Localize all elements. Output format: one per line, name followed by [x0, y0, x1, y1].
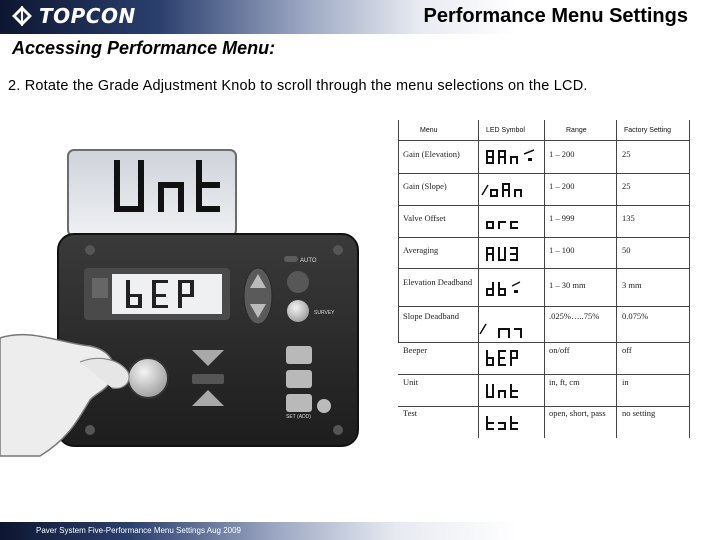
led-symbol-gan-slope: [480, 181, 540, 199]
logo-text: TOPCON: [39, 4, 136, 28]
auto-label: AUTO: [300, 258, 317, 264]
table-row: [398, 237, 690, 268]
row-range: on/off: [549, 345, 570, 355]
row-menu: Test: [403, 408, 418, 418]
center-bar-button[interactable]: [192, 374, 224, 384]
row-factory: in: [622, 377, 629, 387]
table-row: [398, 406, 690, 438]
row-factory: 3 mm: [622, 280, 642, 290]
row-menu: Averaging: [403, 245, 439, 255]
middle-button[interactable]: [286, 370, 312, 388]
row-factory: 25: [622, 181, 631, 191]
led-symbol-db-elevation: [484, 280, 538, 298]
control-box-photo: [0, 138, 364, 458]
table-row: [398, 205, 690, 237]
row-range: 1 – 200: [549, 181, 575, 191]
row-menu: Elevation Deadband: [403, 277, 473, 287]
row-range: in, ft, cm: [549, 377, 580, 387]
row-range: open, short, pass: [549, 408, 606, 418]
led-symbol-tst: [484, 414, 538, 432]
page-title: Performance Menu Settings: [423, 5, 688, 27]
section-subtitle: Accessing Performance Menu:: [12, 38, 276, 58]
step-instruction: 2. Rotate the Grade Adjustment Knob to scroll through the menu selections on the LCD.: [8, 78, 588, 94]
table-header-menu: Menu: [420, 127, 438, 134]
led-symbol-orc: [484, 213, 538, 231]
led-symbol-gan-elevation: [484, 148, 538, 166]
set-label: SET (ADD): [286, 414, 311, 420]
row-factory: 50: [622, 245, 631, 255]
table-header-range: Range: [566, 127, 587, 134]
row-factory: 25: [622, 149, 631, 159]
row-factory: no setting: [622, 408, 656, 418]
table-row: [398, 374, 690, 406]
row-factory: 135: [622, 213, 635, 223]
topcon-logo: [10, 4, 136, 28]
row-menu: Slope Deadband: [403, 311, 459, 321]
row-range: 1 – 200: [549, 149, 575, 159]
magnified-display: [68, 150, 236, 236]
row-menu: Beeper: [403, 345, 428, 355]
led-symbol-bep: [484, 348, 538, 368]
row-range: .025%…..75%: [549, 311, 600, 321]
survey-button[interactable]: [287, 300, 309, 322]
row-range: 1 – 30 mm: [549, 280, 586, 290]
table-row: [398, 173, 690, 205]
row-menu: Gain (Elevation): [403, 149, 460, 159]
table-row: [398, 306, 690, 342]
table-row: [398, 268, 690, 306]
header-band: [0, 0, 720, 34]
table-header-factory-setting: Factory Setting: [624, 127, 672, 134]
footer-text: Paver System Five-Performance Menu Settings Aug 2009: [36, 526, 241, 535]
led-symbol-db-slope: [478, 320, 540, 340]
control-panel: [58, 234, 358, 446]
row-factory: 0.075%: [622, 311, 649, 321]
topcon-logo-icon: [10, 4, 34, 28]
survey-label: SURVEY: [314, 310, 335, 316]
table-row: [398, 140, 690, 173]
led-symbol-aug: [484, 245, 538, 263]
led-symbol-unt: [484, 382, 538, 400]
table-row: [398, 342, 690, 374]
row-menu: Gain (Slope): [403, 181, 447, 191]
performance-menu-table: [398, 120, 690, 438]
grade-adjustment-knob[interactable]: [128, 358, 168, 398]
row-range: 1 – 999: [549, 213, 575, 223]
row-menu: Unit: [403, 377, 419, 387]
table-header-led-symbol: LED Symbol: [486, 127, 525, 134]
row-factory: off: [622, 345, 632, 355]
row-menu: Valve Offset: [403, 213, 446, 223]
elevation-button[interactable]: [286, 346, 312, 364]
row-range: 1 – 100: [549, 245, 575, 255]
set-button[interactable]: [286, 394, 312, 412]
footer-band: [0, 522, 720, 540]
